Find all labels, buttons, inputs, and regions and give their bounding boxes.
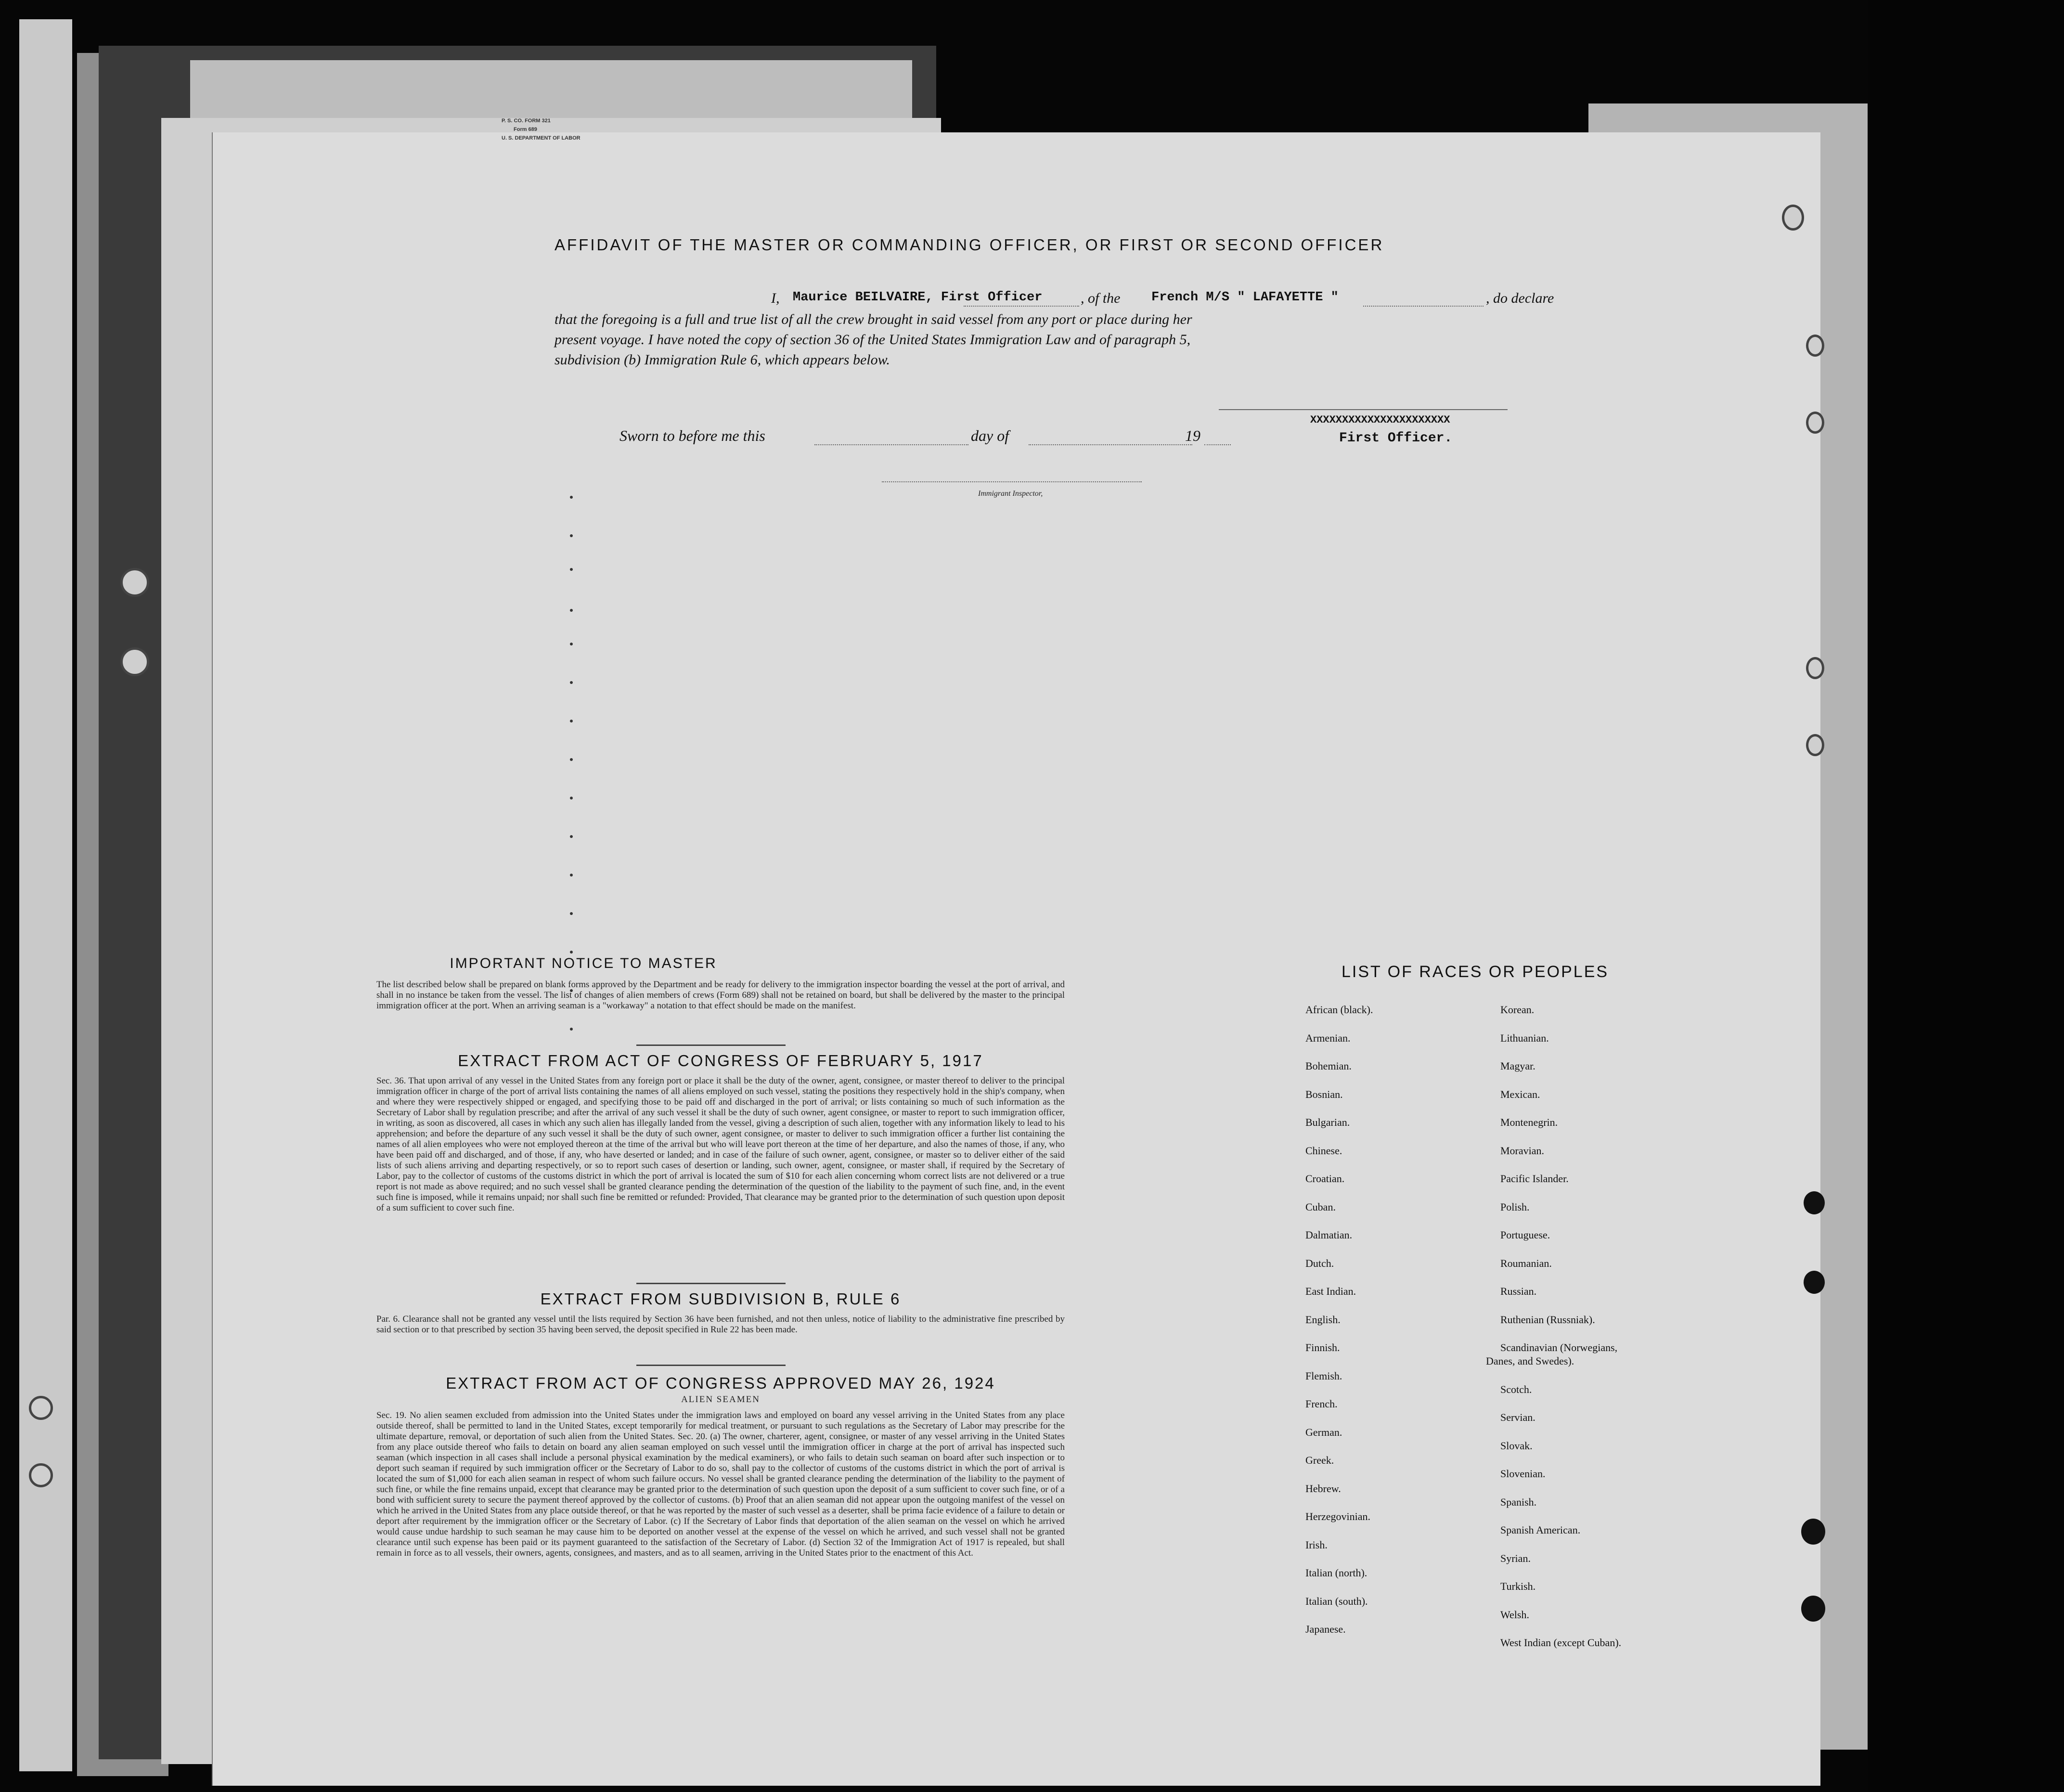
race-item: Danes, and Swedes). bbox=[1486, 1355, 1574, 1367]
signature-line bbox=[1219, 409, 1508, 410]
race-item: Slovak. bbox=[1500, 1439, 1533, 1452]
race-item: Croatian. bbox=[1305, 1173, 1345, 1185]
margin-tick bbox=[570, 568, 573, 571]
race-item: Ruthenian (Russniak). bbox=[1500, 1313, 1595, 1326]
extract-1924-text: Sec. 19. No alien seamen excluded from admission into the United States under the immigration laws and employed on board any vessel arriving in the United States from any place outside thereof, shall be permitted to land in the United States, except temporarily for medical treatment, or pursuant to such regulations as the Secretary of Labor may prescribe for the ultimate departure, removal, or deportation of such alien from the United States. Sec. 20. (a) The owner, charterer, agent, consignee, or master of any vessel arriving in the United States from any place outside thereof who fails to detain on board any alien seaman employed on such vessel until the immigration officer in charge at the port of arrival has inspected such seaman (which inspection in all cases shall include a personal physical examination by the medical examiners), or who fails to detain such seaman on board after such inspection or to deport such seaman if required by such immigration officer or the Secretary of Labor to do so, shall pay to the collector of customs of the customs district in which the port of arrival is located the sum of $1,000 for each alien seaman in respect of whom such failure occurs. No vessel shall be granted clearance pending the determination of the liability to the payment of such fine, or while the fine remains unpaid, except that clearance may be granted prior to the determination of such question upon the deposit of a sum sufficient to cover such fine, or of a bond with sufficient surety to secure the payment thereof approved by the collector of customs. (b) Proof that an alien seaman did not appear upon the outgoing manifest of the vessel on which he arrived in the United States from any place outside thereof, or that he was reported by the master of such vessel as a deserter, shall be prima facie evidence of a failure to detain or deport after requirement by the immigration officer or the Secretary of Labor. (c) If the Secretary of Labor finds that deportation of the alien seaman on the vessel on which he arrived would cause undue hardship to such seaman he may cause him to be deported on another vessel at the expense of the vessel on which he arrived, and such vessel shall not be granted clearance until such expense has been paid or its payment guaranteed to the satisfaction of the Secretary of Labor. (d) Section 32 of the Immigration Act of 1917 is repealed, but shall remain in force as to all vessels, their owners, agents, consignees, and masters, and as to all seamen, arriving in the United States prior to the enactment of this Act. bbox=[376, 1410, 1065, 1558]
margin-tick bbox=[570, 951, 573, 954]
race-item: African (black). bbox=[1305, 1004, 1373, 1016]
binder-hole bbox=[120, 647, 149, 676]
inspector-signature-line[interactable] bbox=[882, 481, 1142, 482]
binder-hole bbox=[120, 568, 149, 597]
affidavit-page bbox=[212, 118, 1820, 1786]
race-item: Japanese. bbox=[1305, 1623, 1346, 1635]
race-item: Mexican. bbox=[1500, 1088, 1540, 1100]
sworn-year-field[interactable] bbox=[1204, 444, 1231, 445]
race-item: West Indian (except Cuban). bbox=[1500, 1637, 1622, 1649]
race-item: Bohemian. bbox=[1305, 1060, 1352, 1072]
margin-tick bbox=[570, 496, 573, 499]
margin-tick bbox=[570, 912, 573, 915]
race-item: German. bbox=[1305, 1426, 1342, 1438]
race-item: Montenegrin. bbox=[1500, 1116, 1558, 1128]
race-item: Greek. bbox=[1305, 1454, 1334, 1466]
race-item: Chinese. bbox=[1305, 1144, 1342, 1157]
section-divider bbox=[636, 1283, 786, 1284]
race-item: Italian (north). bbox=[1305, 1567, 1367, 1579]
punch-hole bbox=[1801, 1519, 1825, 1545]
binder-hole bbox=[29, 1463, 53, 1487]
race-item: Cuban. bbox=[1305, 1200, 1336, 1213]
vessel-underline bbox=[1363, 306, 1484, 307]
margin-tick bbox=[570, 874, 573, 877]
form-code: Form 689 bbox=[514, 127, 537, 132]
punch-hole bbox=[1806, 335, 1824, 357]
race-item: Turkish. bbox=[1500, 1580, 1536, 1592]
race-item: French. bbox=[1305, 1398, 1338, 1410]
race-item: Dutch. bbox=[1305, 1257, 1334, 1269]
race-item: Flemish. bbox=[1305, 1369, 1342, 1382]
margin-tick bbox=[570, 835, 573, 838]
binder-hole bbox=[29, 1396, 53, 1420]
race-item: Roumanian. bbox=[1500, 1257, 1552, 1269]
race-item: Portuguese. bbox=[1500, 1229, 1550, 1241]
race-item: Irish. bbox=[1305, 1538, 1328, 1551]
extract-1924-subtitle: ALIEN SEAMEN bbox=[681, 1394, 760, 1405]
affidavit-line-3: present voyage. I have noted the copy of section 36 of the United States Immigration Law and of paragraph 5, bbox=[555, 332, 1191, 348]
form-number: P. S. CO. FORM 321 bbox=[502, 118, 551, 124]
race-item: Spanish. bbox=[1500, 1495, 1537, 1508]
inspector-label: Immigrant Inspector, bbox=[978, 490, 1043, 498]
race-item: Italian (south). bbox=[1305, 1595, 1368, 1607]
race-item: Magyar. bbox=[1500, 1060, 1535, 1072]
day-of-label: day of bbox=[971, 427, 1009, 444]
notice-text: The list described below shall be prepared on blank forms approved by the Department and be ready for delivery to the immigration inspector boarding the vessel at the port of arrival, and shall in no instance be taken from the vessel. The list of changes of alien members of crews (Form 689) shall not be retained on board, but shall be delivered by the master to the principal immigration officer at the port. When an arriving seaman is a "workaway" a notation to that effect should be made on the manifest. bbox=[376, 980, 1065, 1011]
intro-i: I, bbox=[771, 290, 780, 306]
race-item: Lithuanian. bbox=[1500, 1031, 1549, 1044]
of-the-label: , of the bbox=[1081, 290, 1121, 306]
margin-tick bbox=[570, 720, 573, 722]
punch-hole bbox=[1804, 1271, 1825, 1294]
punch-hole bbox=[1804, 1191, 1825, 1214]
race-item: Spanish American. bbox=[1500, 1524, 1581, 1536]
signature-title: First Officer. bbox=[1339, 431, 1453, 446]
punch-hole bbox=[1782, 205, 1804, 231]
race-item: Moravian. bbox=[1500, 1144, 1545, 1157]
race-item: East Indian. bbox=[1305, 1285, 1356, 1297]
margin-tick bbox=[570, 643, 573, 645]
officer-name-field: Maurice BEILVAIRE, First Officer bbox=[793, 290, 1043, 305]
race-item: Bosnian. bbox=[1305, 1088, 1343, 1100]
race-item: Servian. bbox=[1500, 1411, 1535, 1423]
sworn-day-field[interactable] bbox=[814, 444, 968, 445]
race-item: Welsh. bbox=[1500, 1608, 1529, 1621]
race-item: Finnish. bbox=[1305, 1341, 1340, 1354]
year-prefix: 19 bbox=[1185, 427, 1200, 444]
race-item: Pacific Islander. bbox=[1500, 1173, 1569, 1185]
margin-tick bbox=[570, 609, 573, 612]
margin-tick bbox=[570, 534, 573, 537]
punch-hole bbox=[1806, 657, 1824, 679]
extract-rule6-text: Par. 6. Clearance shall not be granted any vessel until the lists required by Section 36 have been furnished, and not then unless, notice of liability to the administrative fine prescribed by said section or to that prescribed by section 35 having been served, the deposit specified in Rule 22 has been made. bbox=[376, 1314, 1065, 1335]
race-item: Scandinavian (Norwegians, bbox=[1500, 1341, 1618, 1354]
section-divider bbox=[636, 1365, 786, 1366]
race-item: Hebrew. bbox=[1305, 1482, 1341, 1495]
margin-tick bbox=[570, 1028, 573, 1031]
race-item: Scotch. bbox=[1500, 1383, 1532, 1395]
extract-1924-title: EXTRACT FROM ACT OF CONGRESS APPROVED MAY 26, 1924 bbox=[446, 1374, 995, 1392]
race-item: Herzegovinian. bbox=[1305, 1510, 1370, 1522]
right-dark-margin bbox=[1868, 0, 2064, 1792]
sworn-label: Sworn to before me this bbox=[619, 427, 765, 444]
punch-hole bbox=[1806, 412, 1824, 434]
race-item: Armenian. bbox=[1305, 1031, 1351, 1044]
vessel-name-field: French M/S " LAFAYETTE " bbox=[1151, 290, 1339, 305]
department-label: U. S. DEPARTMENT OF LABOR bbox=[502, 135, 580, 141]
race-item: Syrian. bbox=[1500, 1552, 1531, 1564]
punch-hole bbox=[1801, 1596, 1825, 1622]
punch-hole bbox=[1806, 734, 1824, 756]
race-item: Slovenian. bbox=[1500, 1468, 1546, 1480]
margin-tick bbox=[570, 797, 573, 799]
affidavit-title: AFFIDAVIT OF THE MASTER OR COMMANDING OFFICER, OR FIRST OR SECOND OFFICER bbox=[555, 236, 1384, 254]
extract-1917-text: Sec. 36. That upon arrival of any vessel in the United States from any foreign port or place it shall be the duty of the owner, agent, consignee, or master thereof to deliver to the principal immigration officer in charge of the port of arrival lists containing the names of all aliens employed on such vessel, stating the positions they respectively hold in the ship's company, when and where they were respectively shipped or engaged, and specifying those to be paid off and discharged in the port of arrival; or lists containing so much of such information as the Secretary of Labor shall by regulation prescribe; and after the arrival of any such vessel it shall be the duty of such owner, agent consignee, or master to report to such immigration officer, in writing, as soon as discovered, all cases in which any such alien has illegally landed from the vessel, giving a description of such alien, together with any information likely to lead to his apprehension; and before the departure of any such vessel it shall be the duty of such owner, agent consignee, or master to deliver to such immigration officer a further list containing the names of all alien employees who were not employed thereon at the time of the arrival but who will leave port thereon at the time of her departure, and also the names of those, if any, who have been paid off and discharged, and of those, if any, who have deserted or landed; and in case of the failure of such owner, agent, consignee, or master so to deliver either of the said lists of such aliens arriving and departing respectively, or so to report such cases of desertion or landing, such owner, agent, consignee, or master shall, if required by the Secretary of Labor, pay to the collector of customs of the customs district in which the port of arrival is located the sum of $10 for each alien concerning whom correct lists are not delivered or a true report is not made as above required; and no such vessel shall be granted clearance pending the determination of the question of the liability to the payment of such fine, and, in the event such fine is imposed, while it remains unpaid; nor shall such fine be remitted or refunded: Provided, That clearance may be granted prior to the determination of such question upon deposit of a sum sufficient to cover such fine. bbox=[376, 1076, 1065, 1213]
do-declare-label: , do declare bbox=[1486, 290, 1554, 306]
left-paper-strip bbox=[19, 19, 72, 1771]
race-item: Korean. bbox=[1500, 1004, 1535, 1016]
races-title: LIST OF RACES OR PEOPLES bbox=[1342, 963, 1609, 981]
race-item: Dalmatian. bbox=[1305, 1229, 1353, 1241]
margin-tick bbox=[570, 681, 573, 684]
margin-tick bbox=[570, 758, 573, 761]
affidavit-line-2: that the foregoing is a full and true list of all the crew brought in said vessel from any port or place during her bbox=[555, 311, 1192, 327]
extract-rule6-title: EXTRACT FROM SUBDIVISION B, RULE 6 bbox=[540, 1290, 901, 1308]
race-item: Bulgarian. bbox=[1305, 1116, 1350, 1128]
affidavit-line-4: subdivision (b) Immigration Rule 6, which appears below. bbox=[555, 352, 890, 368]
officer-name-underline bbox=[964, 306, 1079, 307]
race-item: English. bbox=[1305, 1313, 1341, 1326]
race-item: Polish. bbox=[1500, 1200, 1530, 1213]
notice-title: IMPORTANT NOTICE TO MASTER bbox=[450, 955, 717, 971]
race-item: Russian. bbox=[1500, 1285, 1537, 1297]
signature-strikeout: XXXXXXXXXXXXXXXXXXXXXX bbox=[1310, 414, 1450, 426]
sworn-month-field[interactable] bbox=[1029, 444, 1192, 445]
section-divider bbox=[636, 1044, 786, 1046]
extract-1917-title: EXTRACT FROM ACT OF CONGRESS OF FEBRUARY 5, 1917 bbox=[458, 1052, 983, 1070]
